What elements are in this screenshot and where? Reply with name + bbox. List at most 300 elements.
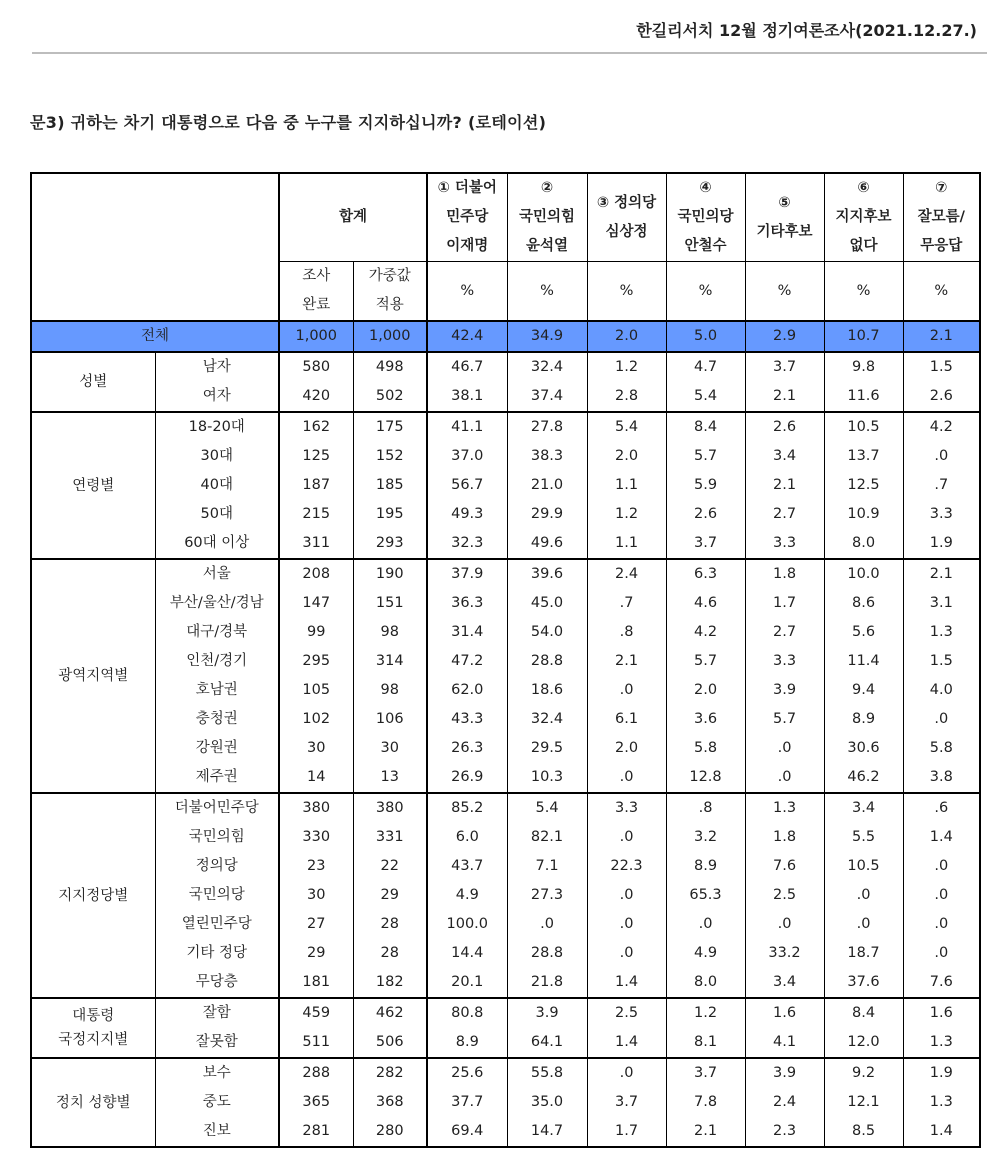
candidate-header-line: 기타후보: [756, 223, 813, 240]
cell-value: 1.3: [903, 1088, 980, 1117]
candidate-header-line: ⑦: [935, 180, 948, 196]
cell-value: 34.9: [507, 321, 587, 352]
header-line: 조사: [302, 268, 331, 284]
cell-value: 106: [353, 705, 427, 734]
row-label: 부산/울산/경남: [169, 595, 264, 611]
percent-unit: %: [745, 262, 824, 322]
cell-value: .0: [903, 910, 980, 939]
cell-value: 288: [279, 1058, 353, 1088]
row-label: 열린민주당: [181, 916, 252, 932]
cell-value: 1.7: [745, 589, 824, 618]
row-label: 60대 이상: [184, 535, 250, 551]
cell-value: 498: [353, 352, 427, 382]
percent-unit: %: [666, 262, 745, 322]
cell-value: 99: [279, 618, 353, 647]
candidate-header-line: 윤석열: [526, 238, 569, 254]
row-label: 충청권: [195, 711, 238, 727]
candidate-header-line: ① 더불어: [437, 180, 497, 196]
table-row: [31, 471, 980, 500]
cell-value: 1.1: [587, 471, 666, 500]
row-label: 기타 정당: [186, 945, 248, 961]
table-row: [31, 910, 980, 939]
cell-value: 2.5: [587, 998, 666, 1028]
cell-value: 1.3: [745, 793, 824, 823]
cell-value: 55.8: [507, 1058, 587, 1088]
cell-value: .0: [745, 763, 824, 793]
cell-value: 32.4: [507, 352, 587, 382]
candidate-header-line: ⑥: [857, 180, 870, 196]
cell-value: 1.9: [903, 1058, 980, 1088]
table-row: [31, 676, 980, 705]
cell-value: 311: [279, 529, 353, 559]
cell-value: 1.2: [587, 500, 666, 529]
percent-unit: %: [824, 262, 903, 322]
cell-value: 1,000: [353, 321, 427, 352]
cell-value: 10.3: [507, 763, 587, 793]
cell-value: 32.3: [427, 529, 507, 559]
table-row: [31, 1058, 980, 1088]
cell-value: 5.7: [745, 705, 824, 734]
cell-value: 64.1: [507, 1028, 587, 1058]
cell-value: 105: [279, 676, 353, 705]
cell-value: 1.4: [903, 1117, 980, 1147]
cell-value: 3.3: [903, 500, 980, 529]
table-row: [31, 705, 980, 734]
cell-value: 39.6: [507, 559, 587, 589]
candidate-header-line: ②: [540, 180, 554, 196]
group-label-line: 지지정당별: [58, 887, 129, 904]
cell-value: 46.2: [824, 763, 903, 793]
cell-value: 2.1: [745, 471, 824, 500]
cell-value: 38.3: [507, 442, 587, 471]
cell-value: 9.8: [824, 352, 903, 382]
candidate-header-line: 무응답: [920, 238, 963, 254]
row-label: 18-20대: [155, 412, 279, 442]
cell-value: 27.8: [507, 412, 587, 442]
cell-value: 2.7: [745, 618, 824, 647]
cell-value: 3.4: [745, 968, 824, 998]
cell-value: 45.0: [507, 589, 587, 618]
survey-table: [30, 172, 981, 1148]
table-row: [31, 852, 980, 881]
cell-value: 459: [279, 998, 353, 1028]
table-row: [31, 352, 980, 382]
cell-value: 49.3: [427, 500, 507, 529]
cell-value: 85.2: [427, 793, 507, 823]
cell-value: 30: [279, 881, 353, 910]
cell-value: 31.4: [427, 618, 507, 647]
candidate-header-line: 국민의힘: [519, 209, 576, 225]
cell-value: 1.1: [587, 529, 666, 559]
candidate-header-line: 심상정: [605, 223, 648, 240]
cell-value: 125: [279, 442, 353, 471]
cell-value: 12.5: [824, 471, 903, 500]
cell-value: 2.3: [745, 1117, 824, 1147]
cell-value: 82.1: [507, 823, 587, 852]
cell-value: 1,000: [279, 321, 353, 352]
cell-value: 8.6: [824, 589, 903, 618]
cell-value: 38.1: [427, 382, 507, 412]
cell-value: 3.8: [903, 763, 980, 793]
cell-value: 1.4: [903, 823, 980, 852]
cell-value: 18.6: [507, 676, 587, 705]
cell-value: 1.7: [587, 1117, 666, 1147]
cell-value: 580: [279, 352, 353, 382]
group-label-line: 연령별: [72, 477, 115, 494]
cell-value: 420: [279, 382, 353, 412]
cell-value: 4.9: [427, 881, 507, 910]
cell-value: 21.0: [507, 471, 587, 500]
cell-value: 365: [279, 1088, 353, 1117]
cell-value: 32.4: [507, 705, 587, 734]
cell-value: 162: [279, 412, 353, 442]
group-label-line: 성별: [79, 374, 108, 390]
cell-value: 43.3: [427, 705, 507, 734]
cell-value: .7: [903, 471, 980, 500]
cell-value: 46.7: [427, 352, 507, 382]
cell-value: 37.7: [427, 1088, 507, 1117]
cell-value: 30: [353, 734, 427, 763]
cell-value: 3.4: [745, 442, 824, 471]
table-row: [31, 793, 980, 823]
candidate-header-line: 국민의당: [677, 209, 734, 225]
cell-value: 2.8: [587, 382, 666, 412]
overall-label: 전체: [31, 321, 279, 352]
group-label: [31, 559, 155, 793]
cell-value: .0: [903, 705, 980, 734]
overall-row: [31, 321, 980, 352]
table-row: [31, 412, 980, 442]
cell-value: .0: [903, 939, 980, 968]
cell-value: 282: [353, 1058, 427, 1088]
cell-value: 1.3: [903, 1028, 980, 1058]
cell-value: 8.4: [666, 412, 745, 442]
cell-value: 6.1: [587, 705, 666, 734]
percent-unit: %: [903, 262, 980, 322]
cell-value: 4.9: [666, 939, 745, 968]
cell-value: 5.4: [666, 382, 745, 412]
cell-value: 36.3: [427, 589, 507, 618]
cell-value: 12.1: [824, 1088, 903, 1117]
cell-value: 2.0: [587, 442, 666, 471]
cell-value: 13: [353, 763, 427, 793]
row-label: 여자: [202, 388, 231, 404]
candidate-header-line: ④: [699, 180, 712, 196]
cell-value: 27: [279, 910, 353, 939]
cell-value: 47.2: [427, 647, 507, 676]
cell-value: 7.8: [666, 1088, 745, 1117]
cell-value: 5.4: [507, 793, 587, 823]
cell-value: 3.3: [587, 793, 666, 823]
question-text: 문3) 귀하는 차기 대통령으로 다음 중 누구를 지지하십니까? (로테이션): [30, 113, 547, 132]
cell-value: 8.0: [824, 529, 903, 559]
cell-value: 3.3: [745, 529, 824, 559]
header-line: 적용: [375, 297, 404, 313]
total-header: 합계: [279, 173, 427, 262]
cell-value: .0: [824, 910, 903, 939]
cell-value: 43.7: [427, 852, 507, 881]
cell-value: 8.4: [824, 998, 903, 1028]
cell-value: 190: [353, 559, 427, 589]
row-label: 더불어민주당: [155, 793, 279, 823]
row-label: 강원권: [195, 740, 238, 756]
cell-value: 8.9: [427, 1028, 507, 1058]
cell-value: 2.1: [745, 382, 824, 412]
cell-value: 7.1: [507, 852, 587, 881]
cell-value: 1.2: [587, 352, 666, 382]
cell-value: 28: [353, 939, 427, 968]
cell-value: 29.9: [507, 500, 587, 529]
cell-value: 2.4: [587, 559, 666, 589]
cell-value: 2.1: [903, 559, 980, 589]
row-label: 잘못함: [195, 1034, 238, 1050]
cell-value: 62.0: [427, 676, 507, 705]
table-row: [31, 734, 980, 763]
candidate-header: [666, 173, 745, 262]
cell-value: 1.2: [666, 998, 745, 1028]
cell-value: 7.6: [903, 968, 980, 998]
cell-value: 2.1: [587, 647, 666, 676]
candidate-header-line: 이재명: [446, 238, 489, 254]
cell-value: 1.4: [587, 968, 666, 998]
table-row: [31, 763, 980, 793]
table-row: [31, 382, 980, 412]
cell-value: 14: [279, 763, 353, 793]
cell-value: 26.9: [427, 763, 507, 793]
row-label: 대구/경북: [186, 624, 248, 640]
cell-value: 2.5: [745, 881, 824, 910]
row-label: 50대: [200, 506, 233, 522]
cell-value: 314: [353, 647, 427, 676]
table-row: [31, 939, 980, 968]
cell-value: 2.1: [666, 1117, 745, 1147]
cell-value: 20.1: [427, 968, 507, 998]
cell-value: 330: [279, 823, 353, 852]
cell-value: 13.7: [824, 442, 903, 471]
cell-value: 37.9: [427, 559, 507, 589]
cell-value: 3.4: [824, 793, 903, 823]
cell-value: 2.4: [745, 1088, 824, 1117]
cell-value: 3.3: [745, 647, 824, 676]
cell-value: 380: [279, 793, 353, 823]
cell-value: 27.3: [507, 881, 587, 910]
cell-value: 2.0: [587, 321, 666, 352]
header-line: 가중값: [368, 268, 411, 284]
cell-value: 29.5: [507, 734, 587, 763]
cell-value: 14.7: [507, 1117, 587, 1147]
cell-value: 293: [353, 529, 427, 559]
candidate-header-line: 없다: [849, 238, 878, 254]
cell-value: 54.0: [507, 618, 587, 647]
cell-value: 152: [353, 442, 427, 471]
candidate-header-line: 민주당: [446, 209, 489, 225]
row-label: 진보: [202, 1123, 231, 1139]
cell-value: 11.6: [824, 382, 903, 412]
cell-value: 2.0: [666, 676, 745, 705]
cell-value: 5.4: [587, 412, 666, 442]
cell-value: 462: [353, 998, 427, 1028]
cell-value: .0: [587, 763, 666, 793]
table-row: [31, 500, 980, 529]
cell-value: 331: [353, 823, 427, 852]
cell-value: 65.3: [666, 881, 745, 910]
cell-value: 151: [353, 589, 427, 618]
cell-value: 175: [353, 412, 427, 442]
row-label: 30대: [200, 448, 233, 464]
cell-value: 30.6: [824, 734, 903, 763]
cell-value: 37.4: [507, 382, 587, 412]
cell-value: 502: [353, 382, 427, 412]
cell-value: .0: [903, 852, 980, 881]
cell-value: 181: [279, 968, 353, 998]
group-label: [31, 412, 155, 559]
cell-value: 3.6: [666, 705, 745, 734]
table-row: [31, 529, 980, 559]
cell-value: 35.0: [507, 1088, 587, 1117]
cell-value: 5.5: [824, 823, 903, 852]
group-label-line: 대통령: [72, 1008, 115, 1024]
cell-value: 37.0: [427, 442, 507, 471]
table-row: [31, 1028, 980, 1058]
cell-value: 380: [353, 793, 427, 823]
cell-value: .0: [666, 910, 745, 939]
cell-value: 3.1: [903, 589, 980, 618]
cell-value: 6.0: [427, 823, 507, 852]
cell-value: 12.0: [824, 1028, 903, 1058]
group-label-line: 광역지역별: [58, 668, 129, 684]
cell-value: .8: [587, 618, 666, 647]
table-row: [31, 559, 980, 589]
cell-value: 8.1: [666, 1028, 745, 1058]
cell-value: 7.6: [745, 852, 824, 881]
cell-value: 368: [353, 1088, 427, 1117]
cell-value: 182: [353, 968, 427, 998]
candidate-header-line: 잘모름/: [917, 209, 965, 225]
row-label: 40대: [200, 477, 233, 493]
cell-value: 4.1: [745, 1028, 824, 1058]
group-label: [31, 352, 155, 412]
cell-value: 4.6: [666, 589, 745, 618]
cell-value: 18.7: [824, 939, 903, 968]
cell-value: .0: [824, 881, 903, 910]
cell-value: 147: [279, 589, 353, 618]
cell-value: 3.9: [507, 998, 587, 1028]
cell-value: 28: [353, 910, 427, 939]
cell-value: 98: [353, 618, 427, 647]
cell-value: 5.9: [666, 471, 745, 500]
cell-value: 6.3: [666, 559, 745, 589]
candidate-header: [587, 173, 666, 262]
cell-value: 195: [353, 500, 427, 529]
group-label-line: 국정지지별: [58, 1032, 129, 1048]
header-divider: [32, 52, 987, 54]
cell-value: 14.4: [427, 939, 507, 968]
row-label: 정의당: [195, 858, 238, 874]
cell-value: 1.6: [745, 998, 824, 1028]
weighted-size-header: [353, 262, 427, 322]
cell-value: 5.6: [824, 618, 903, 647]
cell-value: 2.6: [745, 412, 824, 442]
cell-value: .0: [745, 910, 824, 939]
table-row: [31, 647, 980, 676]
candidate-header: [427, 173, 507, 262]
percent-unit: %: [507, 262, 587, 322]
cell-value: 10.5: [824, 852, 903, 881]
cell-value: 2.9: [745, 321, 824, 352]
row-label: 보수: [155, 1058, 279, 1088]
cell-value: 12.8: [666, 763, 745, 793]
cell-value: .0: [903, 442, 980, 471]
cell-value: 80.8: [427, 998, 507, 1028]
cell-value: 1.5: [903, 352, 980, 382]
header-row-candidates: [31, 173, 980, 262]
cell-value: 8.9: [666, 852, 745, 881]
cell-value: 22: [353, 852, 427, 881]
cell-value: 2.0: [587, 734, 666, 763]
cell-value: 1.5: [903, 647, 980, 676]
cell-value: 215: [279, 500, 353, 529]
cell-value: .8: [666, 793, 745, 823]
row-label: 인천/경기: [186, 653, 248, 669]
table-row: [31, 618, 980, 647]
cell-value: 5.8: [666, 734, 745, 763]
cell-value: 10.7: [824, 321, 903, 352]
cell-value: .0: [587, 939, 666, 968]
cell-value: 5.0: [666, 321, 745, 352]
cell-value: 1.4: [587, 1028, 666, 1058]
cell-value: 33.2: [745, 939, 824, 968]
cell-value: 2.6: [903, 382, 980, 412]
row-label: 서울: [155, 559, 279, 589]
cell-value: 4.2: [666, 618, 745, 647]
cell-value: 98: [353, 676, 427, 705]
cell-value: 280: [353, 1117, 427, 1147]
cell-value: 3.7: [666, 529, 745, 559]
cell-value: 506: [353, 1028, 427, 1058]
candidate-header: [507, 173, 587, 262]
table-row: [31, 968, 980, 998]
cell-value: 29: [353, 881, 427, 910]
cell-value: 102: [279, 705, 353, 734]
cell-value: .0: [507, 910, 587, 939]
candidate-header-line: 지지후보: [835, 209, 892, 225]
cell-value: 56.7: [427, 471, 507, 500]
cell-value: 1.9: [903, 529, 980, 559]
cell-value: 10.0: [824, 559, 903, 589]
cell-value: 8.0: [666, 968, 745, 998]
cell-value: 42.4: [427, 321, 507, 352]
cell-value: 10.9: [824, 500, 903, 529]
candidate-header-line: 안철수: [684, 238, 727, 254]
candidate-header-line: ③ 정의당: [596, 194, 657, 211]
candidate-header-line: ⑤: [778, 194, 791, 211]
cell-value: 29: [279, 939, 353, 968]
group-label-line: 정치 성향별: [55, 1094, 131, 1111]
cell-value: 49.6: [507, 529, 587, 559]
cell-value: .0: [587, 823, 666, 852]
cell-value: 4.0: [903, 676, 980, 705]
group-label: [31, 793, 155, 998]
report-title: 한길리서치 12월 정기여론조사(2021.12.27.): [636, 21, 977, 40]
cell-value: 28.8: [507, 939, 587, 968]
cell-value: 41.1: [427, 412, 507, 442]
table-row: [31, 1117, 980, 1147]
cell-value: 5.7: [666, 647, 745, 676]
cell-value: 511: [279, 1028, 353, 1058]
cell-value: 187: [279, 471, 353, 500]
cell-value: .0: [587, 676, 666, 705]
cell-value: .7: [587, 589, 666, 618]
